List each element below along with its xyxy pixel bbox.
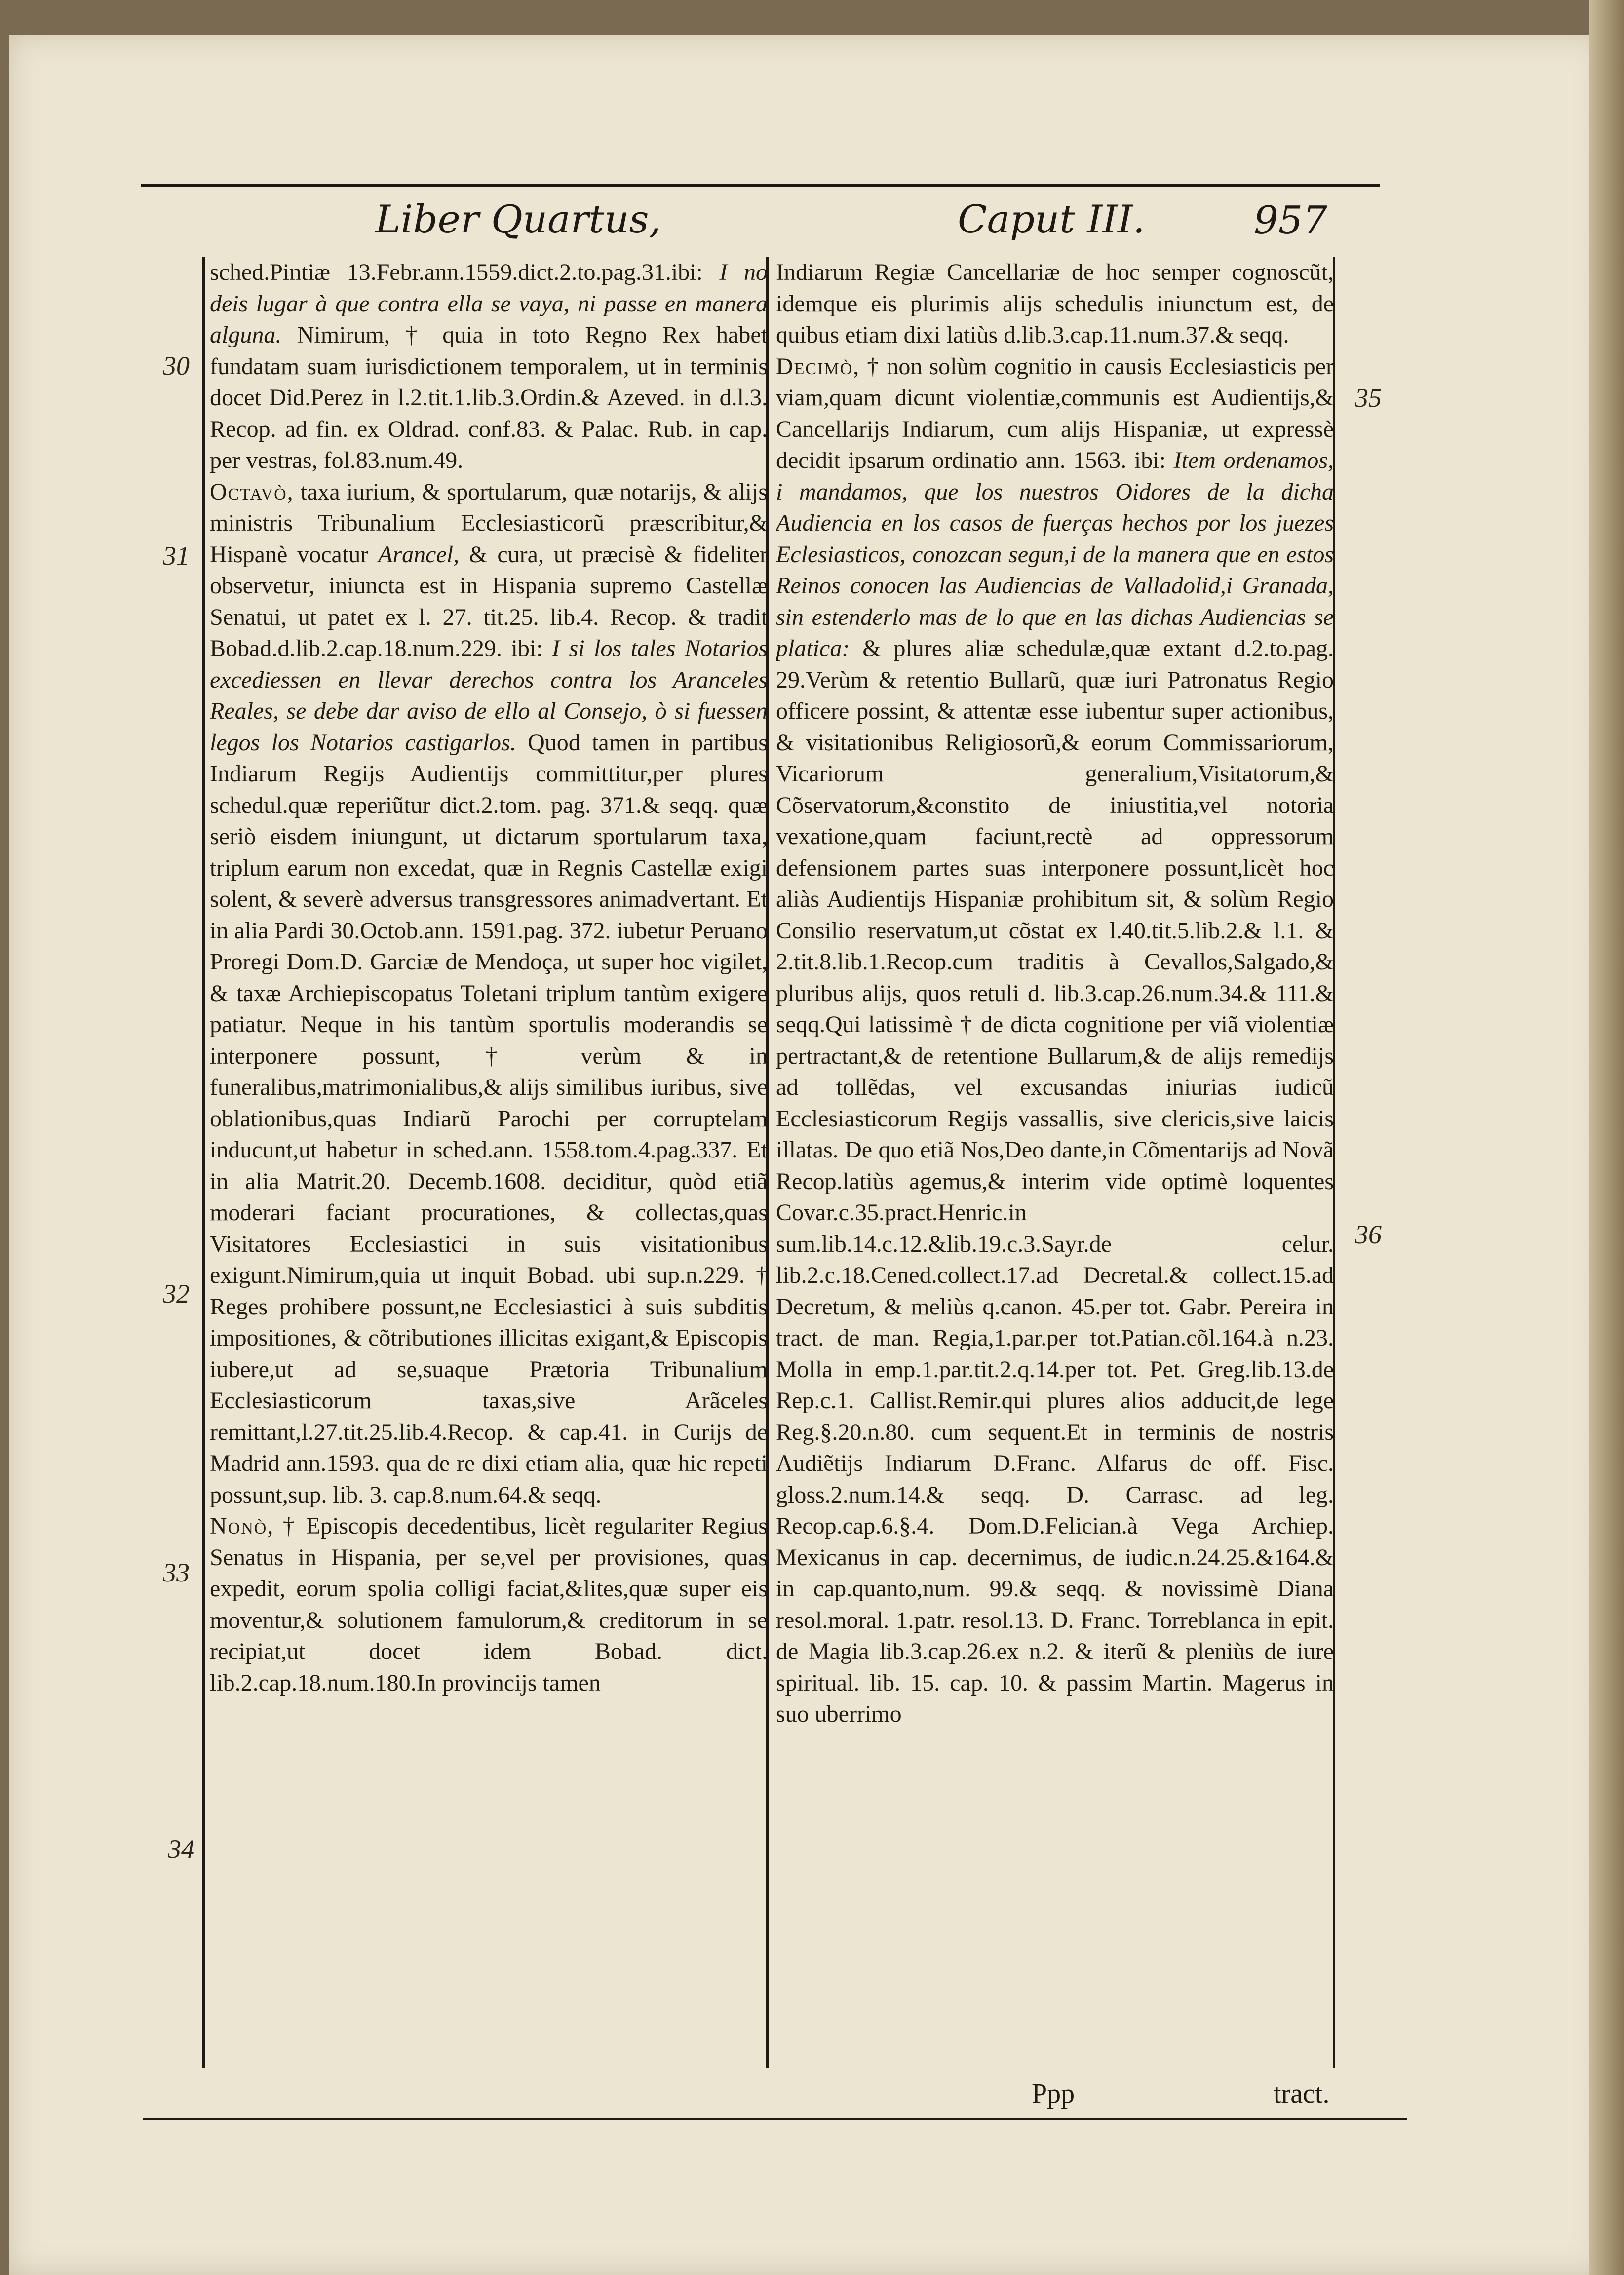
running-header	[148, 188, 1402, 257]
left-octavo-heading: Octavò,	[210, 478, 294, 505]
margin-number-35: 35	[1355, 383, 1382, 413]
book-title: Liber Quartus,	[375, 197, 661, 242]
left-para-3: taxa iurium, & sportularum, quæ notarijs, & alijs ministris Tribunalium Ecclesiasticorũ præscribitur,& Hispanè vocatur	[210, 478, 768, 568]
margin-number-32: 32	[163, 1279, 190, 1309]
chapter-title: Caput III.	[958, 197, 1145, 242]
margin-number-30: 30	[163, 351, 190, 381]
signature-mark: Ppp	[1032, 2079, 1075, 2109]
left-arancel-term: Arancel,	[378, 541, 460, 568]
left-nono-heading: Nonò,	[210, 1513, 274, 1539]
right-para-3: & plures aliæ schedulæ,quæ extant d.2.to.pag. 29.Verùm & retentio Bullarũ, quæ iuri Patronatus Regio officere possint, & attentæ esse iubentur super actionibus, & visitationibus Religiosorũ,& eorum Commissariorum, Vicariorum generalium,Visitatorum,& Cõservatorum,&constito de iniustitia,vel notoria vexatione,quam faciunt,rectè ad oppressorum defensionem partes suas interponere possunt,licèt hoc aliàs Audientijs Hispaniæ prohibitum sit, & solùm Regio Consilio reservatum,ut cõstat ex l.40.tit.5.lib.2.& l.1. & 2.tit.8.lib.1.Recop.cum traditis à Cevallos,Salgado,& pluribus alijs, quos retuli d. lib.3.cap.26.num.34.& 111.& seqq.Qui latissimè † de dicta cognitione per viã violentiæ pertractant,& de retentione Bullarum,& de alijs remedijs ad tollẽdas, vel excusandas iniurias iudicũ Ecclesiasticorum Regijs vassallis, sive clericis,sive laicis illatas. De quo etiã Nos,Deo dante,in Cõmentarijs ad Novã Recop.latiùs agemus,& interim vide optimè loquentes Covar.c.35.pract.Henric.in sum.lib.14.c.12.&lib.19.c.3.Sayr.de celur. lib.2.c.18.Cened.collect.17.ad Decretal.& collect.15.ad Decretum, & meliùs q.canon. 45.per tot. Gabr. Pereira in tract. de man. Regia,1.par.per tot.Patian.cõl.164.à n.23. Molla in emp.1.par.tit.2.q.14.per tot. Pet. Greg.lib.13.de Rep.c.1. Callist.Remir.qui plures alios adducit,de lege Reg.§.20.n.80. cum sequent.Et in terminis de nostris Audiẽtijs Indiarum D.Franc. Alfarus de off. Fisc. gloss.2.num.14.& seqq. D. Carrasc. ad leg. Recop.cap.6.§.4. Dom.D.Felician.à Vega Archiep. Mexicanus in cap. decernimus, de iudic.n.24.25.&164.& in cap.quanto,num. 99.& seqq. & novissimè Diana resol.moral. 1.patr. resol.13. D. Franc. Torreblanca in epit. de Magia lib.3.cap.26.ex n.2. & iterũ & pleniùs de iure spiritual. lib. 15. cap. 10. & passim Martin. Magerus in suo uberrimo	[776, 635, 1334, 1727]
margin-number-34: 34	[168, 1834, 194, 1864]
footer-rule	[143, 2118, 1407, 2120]
left-para-1: sched.Pintiæ 13.Febr.ann.1559.dict.2.to.pag.31.ibi:	[210, 259, 703, 285]
right-column	[776, 257, 1334, 2068]
margin-number-36: 36	[1355, 1220, 1382, 1249]
right-para-1: Indiarum Regiæ Cancellariæ de hoc semper cognoscũt, idemque eis plurimis alijs schedulis iniunctum est, de quibus etiam dixi latiùs d.lib.3.cap.11.num.37.& seqq.	[776, 259, 1334, 348]
margin-number-33: 33	[163, 1558, 190, 1587]
header-rule	[141, 184, 1380, 187]
right-column-text	[776, 257, 1334, 1730]
left-column-text	[210, 257, 768, 1698]
page-number: 957	[1254, 198, 1327, 243]
left-column	[210, 257, 768, 2068]
left-para-6: † Episcopis decedentibus, licèt regulariter Regius Senatus in Hispania, per se,vel per provisiones, quas expedit, eorum spolia colligi faciat,&lites,quæ super eis moventur,& solutionem famulorum,& creditorum in se recipiat,ut docet idem Bobad. dict. lib.2.cap.18.num.180.In provincijs tamen	[210, 1513, 768, 1696]
left-quote-2: I si los tales Notarios excediessen en llevar derechos contra los Aranceles Reales, se debe dar aviso de ello al Consejo, ò si fuessen legos los Notarios castigarlos.	[210, 635, 768, 756]
left-para-4: & cura, ut præcisè & fideliter observetur, iniuncta est in Hispania supremo Castellæ Senatui, ut patet ex l. 27. tit.25. lib.4. Recop. & tradit Bobad.d.lib.2.cap.18.num.229. ibi:	[210, 541, 768, 661]
left-para-2: Nimirum, † quia in toto Regno Rex habet fundatam suam iurisdictionem temporalem, ut in terminis docet Did.Perez in l.2.tit.1.lib.3.Ordin.& Azeved. in d.l.3. Recop. ad fin. ex Oldrad. conf.83. & Palac. Rub. in cap. per vestras, fol.83.num.49.	[210, 322, 768, 473]
right-para-2: † non solùm cognitio in causis Ecclesiasticis per viam,quam dicunt violentiæ,communis est Audientijs,& Cancellarijs Indiarum, cum alijs Hispaniæ, ut expressè decidit ipsarum ordinatio ann. 1563. ibi:	[776, 353, 1334, 473]
right-decimo-heading: Decimò,	[776, 353, 860, 380]
catchword: tract.	[1274, 2079, 1330, 2109]
left-para-5: Quod tamen in partibus Indiarum Regijs Audientijs committitur,per plures schedul.quæ reperiũtur dict.2.tom. pag. 371.& seqq. quæ seriò eisdem iniungunt, ut dictarum sportularum taxa, triplum earum non excedat, quæ in Regnis Castellæ exigi solent, & severè adversus transgressores animadvertant. Et in alia Pardi 30.Octob.ann. 1591.pag. 372. iubetur Peruano Proregi Dom.D. Garciæ de Mendoça, ut super hoc vigilet, & taxæ Archiepiscopatus Toletani triplum tantùm exigere patiatur. Neque in his tantùm sportulis moderandis se interponere possunt, † verùm & in funeralibus,matrimonialibus,& alijs similibus iuribus, sive oblationibus,quas Indiarũ Parochi per corruptelam inducunt,ut habetur in sched.ann. 1558.tom.4.pag.337. Et in alia Matrit.20. Decemb.1608. deciditur, quòd etiã moderari faciant procurationes, & collectas,quas Visitatores Ecclesiastici in suis visitationibus exigunt.Nimirum,quia ut inquit Bobad. ubi sup.n.229. † Reges prohibere possunt,ne Ecclesiastici à suis subditis impositiones, & cõtributiones illicitas exigant,& Episcopis iubere,ut ad se,suaque Prætoria Tribunalium Ecclesiasticorum taxas,sive Arãceles remittant,l.27.tit.25.lib.4.Recop. & cap.41. in Curijs de Madrid ann.1593. qua de re dixi etiam alia, quæ hic repeti possunt,sup. lib. 3. cap.8.num.64.& seqq.	[210, 729, 768, 1508]
left-column-rule	[202, 257, 205, 2068]
left-quote-1: I no deis lugar à que contra ella se vaya, ni passe en manera alguna.	[210, 259, 768, 348]
book-spine-edge	[1589, 0, 1624, 2275]
right-quote-1: Item ordenamos, i mandamos, que los nuestros Oidores de la dicha Audiencia en los casos de fuerças hechos por los juezes Eclesiasticos, conozcan segun,i de la manera que en estos Reinos conocen las Audiencias de Valladolid,i Granada, sin estenderlo mas de lo que en las dichas Audiencias se platica:	[776, 447, 1334, 661]
margin-number-31: 31	[163, 541, 190, 571]
